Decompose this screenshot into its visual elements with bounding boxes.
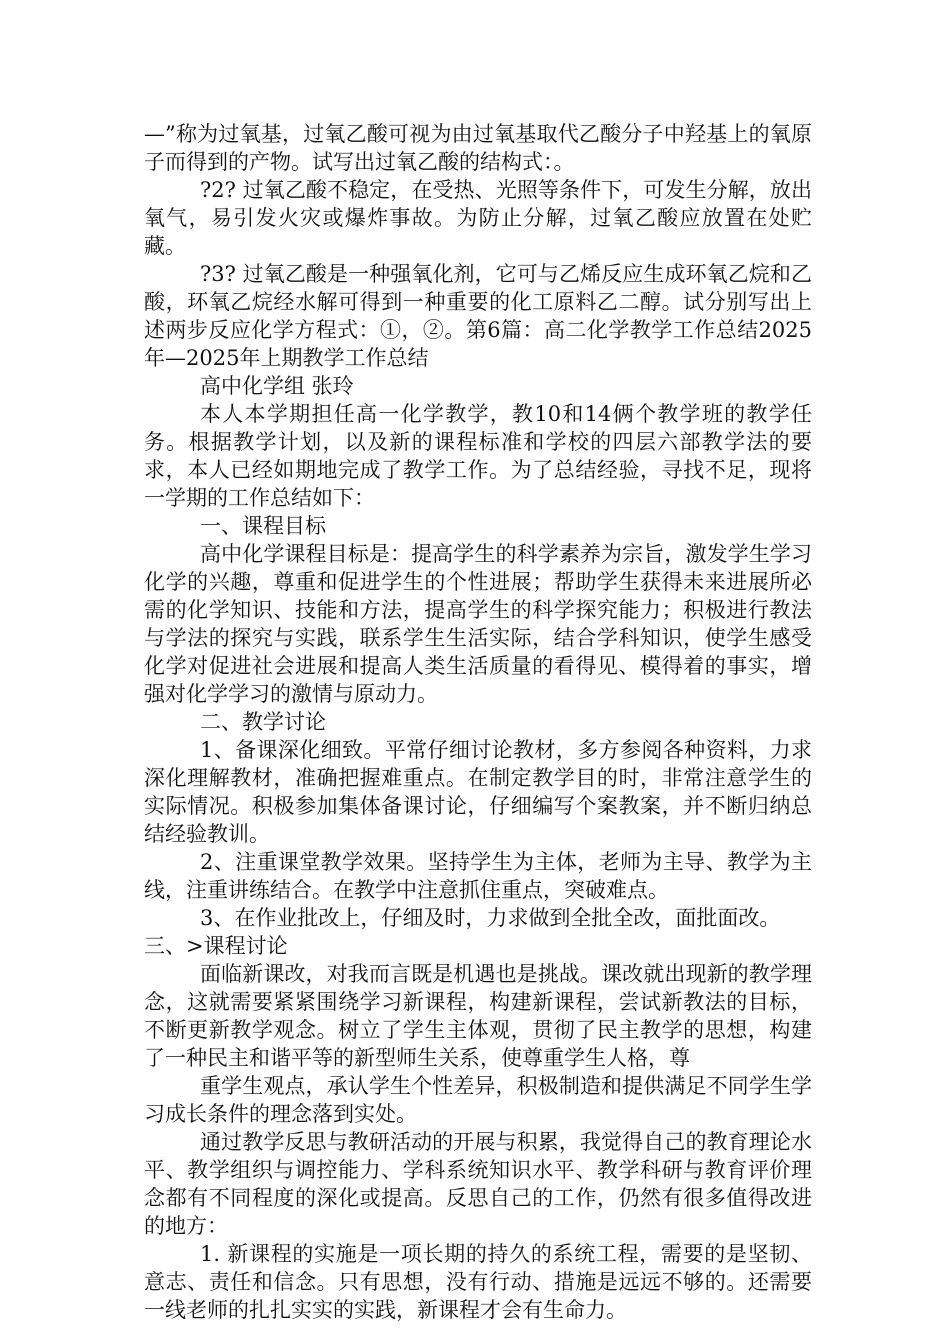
- heading-course-discussion: 三、>课程讨论: [144, 934, 288, 958]
- paragraph-new-curriculum: 面临新课改，对我而言既是机遇也是挑战。课改就出现新的教学理念，这就需要紧紧围绕学习新课程，构建新课程，尝试新教法的目标，不断更新教学观念。树立了学生主体观，贯彻了民主教学的思想，构建了一种民主和谐平等的新型师生关系，使尊重学生人格，尊: [144, 962, 812, 1070]
- document-page: [144, 120, 812, 1324]
- paragraph-item-1: 1、备课深化细致。平常仔细讨论教材，多方参阅各种资料，力求深化理解教材，准确把握难重点。在制定教学目的时，非常注意学生的实际情况。积极参加集体备课讨论，仔细编写个案教案，并不断归纳总结经验教训。: [144, 738, 812, 846]
- paragraph-question-2: ?2? 过氧乙酸不稳定，在受热、光照等条件下，可发生分解，放出氧气，易引发火灾或爆炸事故。为防止分解，过氧乙酸应放置在处贮藏。: [144, 178, 812, 258]
- paragraph-intro: 本人本学期担任高一化学教学，教10和14俩个教学班的教学任务。根据教学计划，以及新的课程标准和学校的四层六部教学法的要求，本人已经如期地完成了教学工作。为了总结经验，寻找不足，现将一学期的工作总结如下：: [144, 402, 812, 510]
- heading-course-goals: 一、课程目标: [200, 514, 326, 538]
- paragraph-peroxy-group: —”称为过氧基，过氧乙酸可视为由过氧基取代乙酸分子中羟基上的氧原子而得到的产物。试写出过氧乙酸的结构式：。: [144, 122, 812, 174]
- paragraph-item-3: 3、在作业批改上，仔细及时，力求做到全批全改，面批面改。: [200, 906, 781, 930]
- paragraph-course-goals: 高中化学课程目标是：提高学生的科学素养为宗旨，激发学生学习化学的兴趣，尊重和促进学生的个性进展；帮助学生获得未来进展所必需的化学知识、技能和方法，提高学生的科学探究能力；积极进行教法与学法的探究与实践，联系学生生活实际，结合学科知识，使学生感受化学对促进社会进展和提高人类生活质量的看得见、模得着的事实，增强对化学学习的激情与原动力。: [144, 542, 812, 706]
- paragraph-reflection: 通过教学反思与教研活动的开展与积累，我觉得自己的教育理论水平、教学组织与调控能力、学科系统知识水平、教学科研与教育评价理念都有不同程度的深化或提高。反思自己的工作，仍然有很多值得改进的地方：: [144, 1130, 812, 1238]
- heading-teaching-discussion: 二、教学讨论: [200, 710, 326, 734]
- author-line: 高中化学组 张玲: [200, 374, 354, 398]
- paragraph-question-3: ?3? 过氧乙酸是一种强氧化剂，它可与乙烯反应生成环氧乙烷和乙酸，环氧乙烷经水解可得到一种重要的化工原料乙二醇。试分别写出上述两步反应化学方程式：①，②。第6篇：高二化学教学工作总结2025年—2025年上期教学工作总结: [144, 262, 812, 370]
- paragraph-respect-students: 重学生观点，承认学生个性差异，积极制造和提供满足不同学生学习成长条件的理念落到实处。: [144, 1074, 812, 1126]
- paragraph-item-2: 2、注重课堂教学效果。坚持学生为主体，老师为主导、教学为主线，注重讲练结合。在教学中注意抓住重点，突破难点。: [144, 850, 812, 902]
- paragraph-improvement-1: 1. 新课程的实施是一项长期的持久的系统工程，需要的是坚韧、意志、责任和信念。只有思想，没有行动、措施是远远不够的。还需要一线老师的扎扎实实的实践，新课程才会有生命力。: [144, 1242, 812, 1322]
